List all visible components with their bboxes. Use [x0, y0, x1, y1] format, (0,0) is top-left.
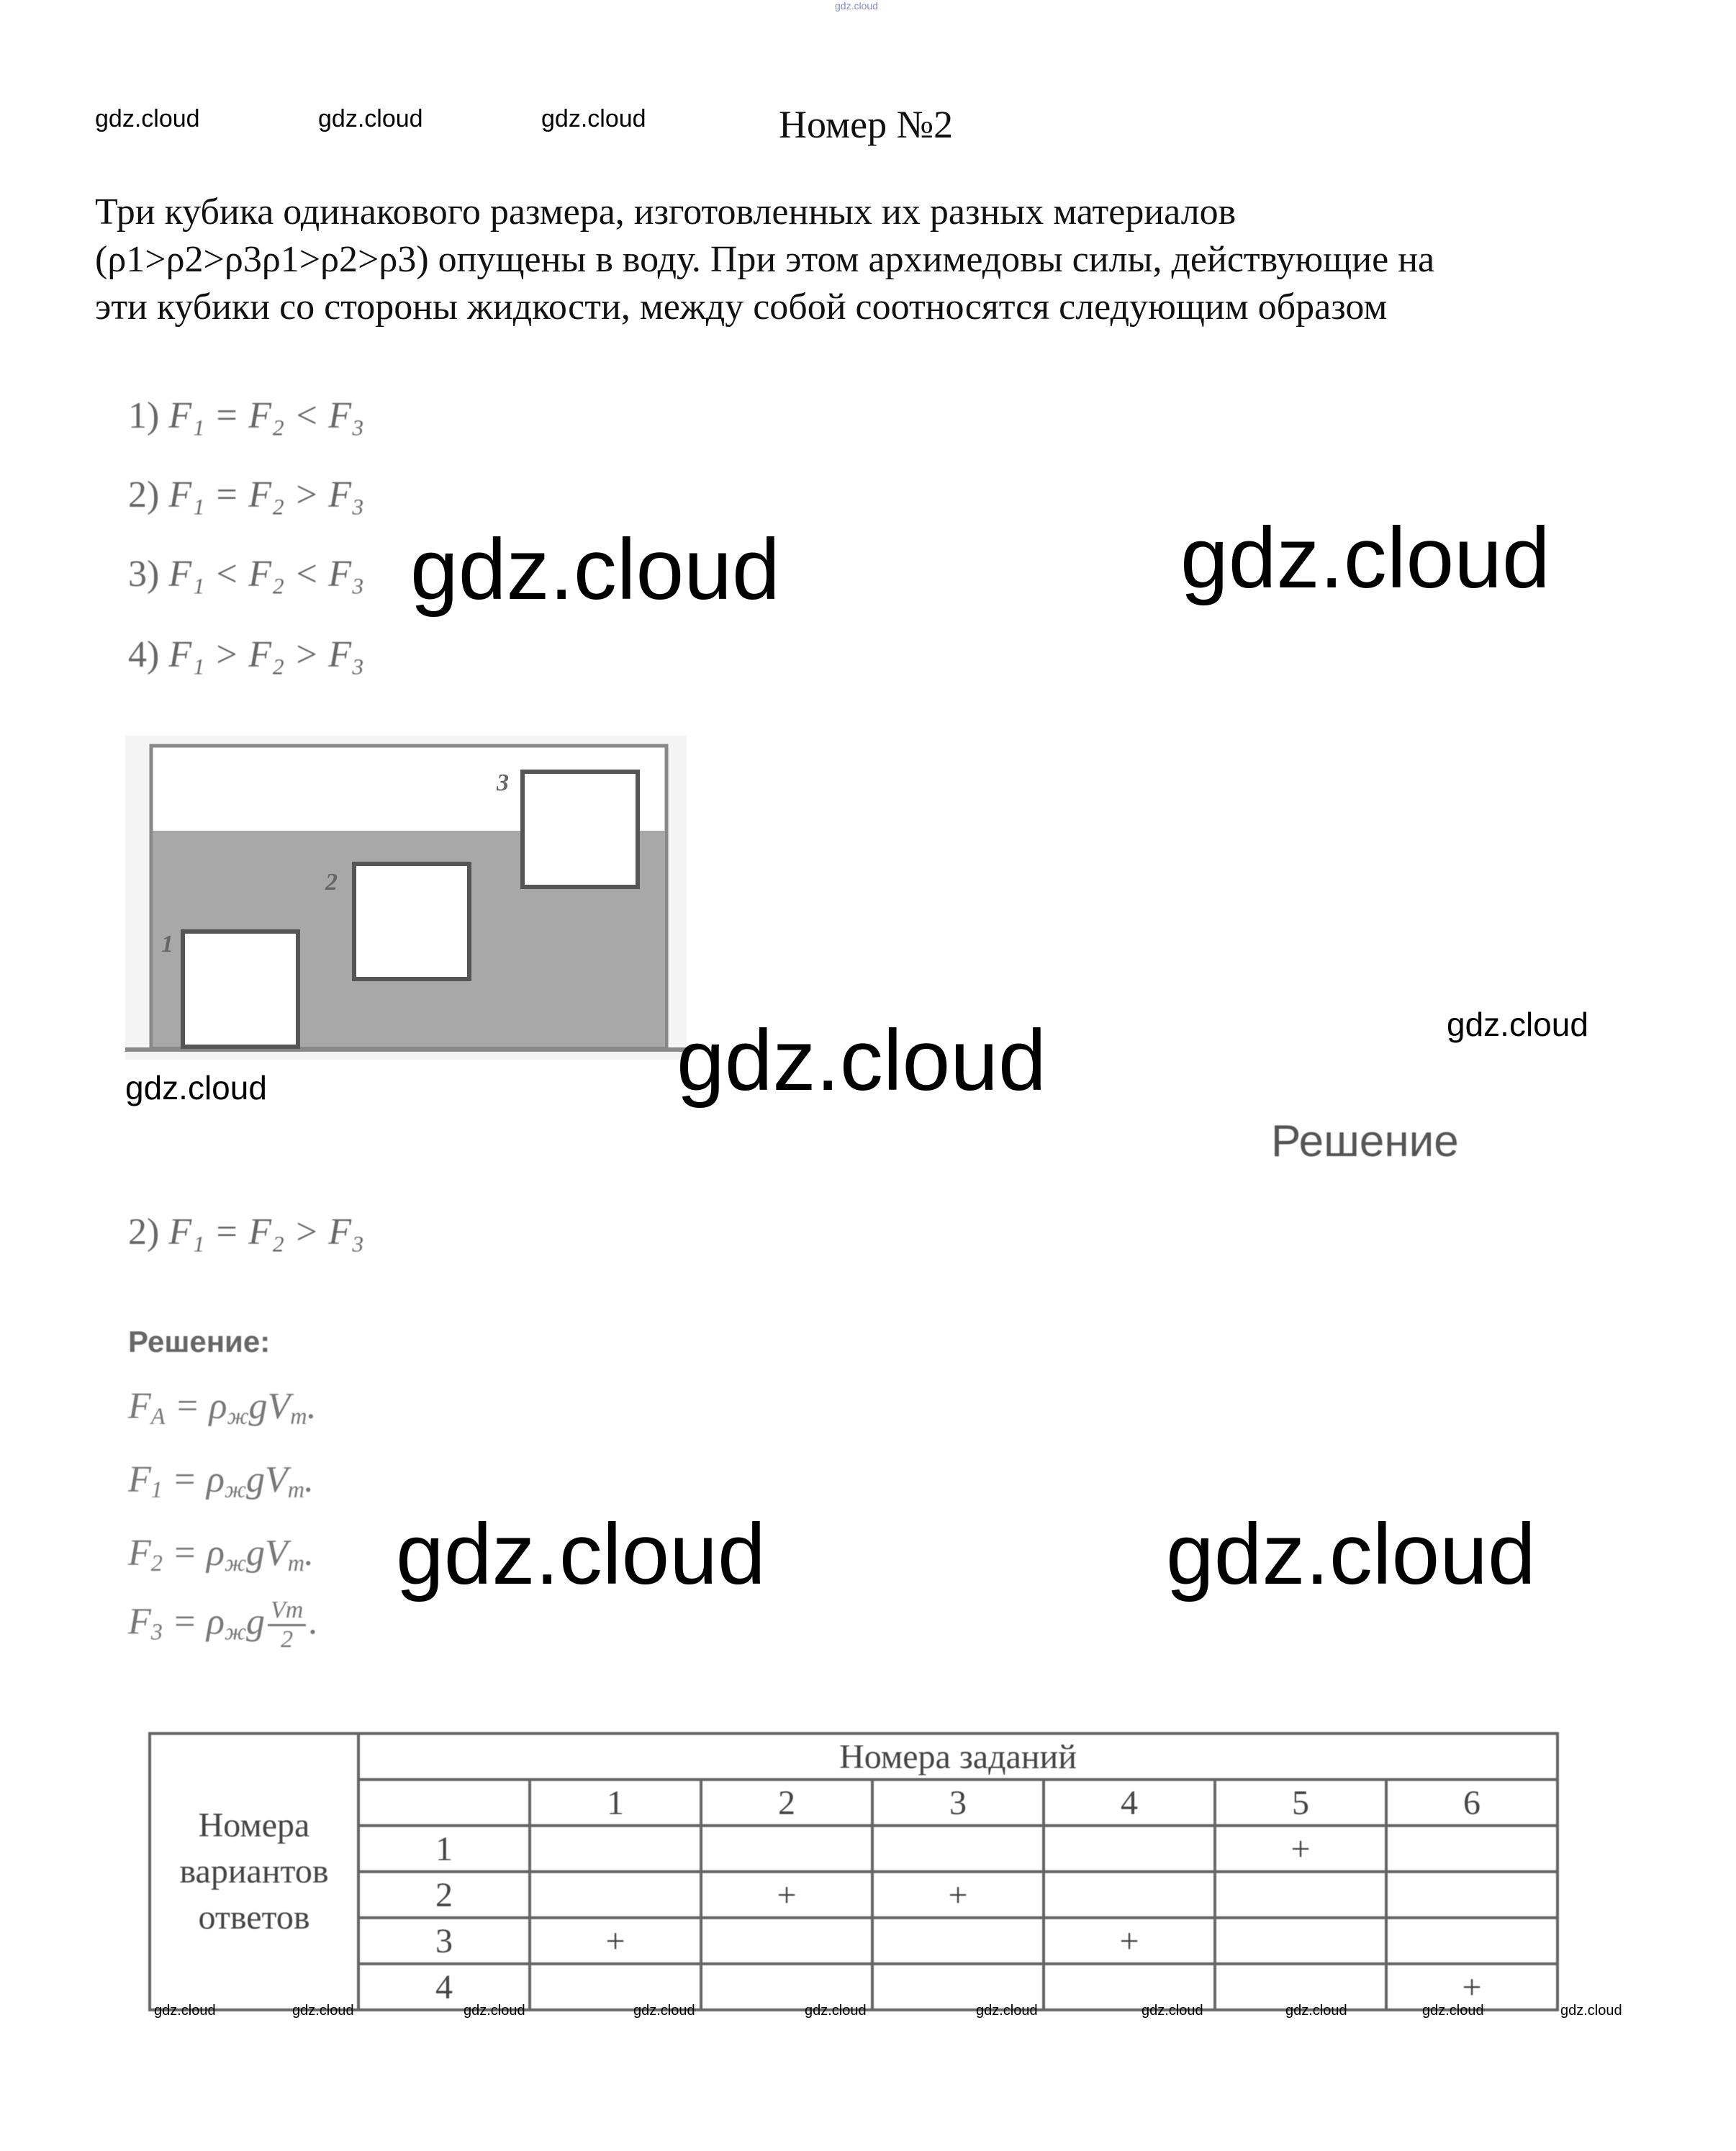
- table-cell: [701, 1826, 872, 1872]
- problem-line-1: Три кубика одинакового размера, изготовленных их разных материалов: [95, 191, 1237, 233]
- table-row: [150, 1826, 1558, 1872]
- formula-2-lhs: F: [128, 1533, 151, 1574]
- table-cell: +: [530, 1918, 701, 1964]
- formula-0-end: .: [307, 1386, 317, 1427]
- row-label: 3: [358, 1918, 530, 1964]
- watermark-top: gdz.cloud: [835, 0, 878, 12]
- table-cell: [872, 1918, 1044, 1964]
- watermark-bottom-5: gdz.cloud: [805, 2003, 867, 2019]
- option-4-number: 4): [128, 634, 160, 675]
- watermark-bottom-10: gdz.cloud: [1560, 2003, 1622, 2019]
- formula-2-lsub: 2: [150, 1550, 163, 1577]
- table-cell: [872, 1826, 1044, 1872]
- row-label: 4: [358, 1964, 530, 2010]
- formula-2-gv: gV: [245, 1533, 288, 1574]
- option-2: [128, 474, 364, 516]
- table-row: [150, 1918, 1558, 1964]
- watermark-header-3: gdz.cloud: [541, 105, 646, 132]
- formula-0-rho-sub: ж: [227, 1403, 249, 1430]
- cube-2: [354, 864, 469, 979]
- table-cell: +: [1386, 1964, 1558, 2010]
- row-header-line-3: ответов: [198, 1898, 310, 1936]
- column-header: 1: [530, 1780, 701, 1826]
- watermark-large-5: gdz.cloud: [1166, 1506, 1536, 1602]
- table-cell: [1386, 1872, 1558, 1918]
- page-title: Номер №2: [779, 103, 954, 146]
- column-header: 2: [701, 1780, 872, 1826]
- formula-1-lhs: F: [128, 1459, 151, 1500]
- answer-expr: F₁ = F₂ > F₃: [168, 1212, 365, 1253]
- table-cell: [1215, 1872, 1386, 1918]
- row-label: 2: [358, 1872, 530, 1918]
- corner-cell: [358, 1780, 530, 1826]
- formula-3-rho: = ρ: [171, 1601, 225, 1643]
- option-1: [128, 394, 364, 437]
- cube-3-label: 3: [497, 770, 509, 796]
- watermark-bottom-3: gdz.cloud: [464, 2003, 525, 2019]
- option-3: [128, 553, 364, 595]
- answer-table: [148, 1732, 1559, 2011]
- option-2-number: 2): [128, 474, 160, 515]
- table-cell: +: [701, 1872, 872, 1918]
- formula-3-frac-num: Vт: [268, 1597, 306, 1626]
- cube-1: [183, 932, 298, 1047]
- formula-0-gv: gV: [248, 1386, 291, 1427]
- formula-1-lsub: 1: [150, 1476, 163, 1503]
- table-cell: +: [1215, 1826, 1386, 1872]
- option-1-expr: F₁ = F₂ < F₃: [168, 395, 365, 436]
- table-row: [150, 1872, 1558, 1918]
- row-header-cell: [150, 1733, 358, 2010]
- formula-3-fraction: [268, 1597, 306, 1654]
- formula-1-rho-sub: ж: [224, 1476, 246, 1503]
- watermark-header-2: gdz.cloud: [318, 105, 423, 132]
- watermark-bottom-8: gdz.cloud: [1285, 2003, 1347, 2019]
- problem-line-2: (ρ1>ρ2>ρ3ρ1>ρ2>ρ3) опущены в воду. При этом архимедовы силы, действующие на: [95, 239, 1435, 280]
- option-3-number: 3): [128, 554, 160, 595]
- option-2-expr: F₁ = F₂ > F₃: [168, 474, 365, 515]
- formula-1-rho: = ρ: [171, 1459, 225, 1500]
- formula-0-lsub: А: [150, 1403, 166, 1430]
- table-cell: [530, 1872, 701, 1918]
- formula-3-g: g: [245, 1601, 265, 1643]
- option-4: [128, 633, 364, 676]
- column-header: 3: [872, 1780, 1044, 1826]
- table-cell: [701, 1918, 872, 1964]
- formula-3-end: .: [309, 1601, 319, 1643]
- solution-heading-right: Решение: [1271, 1117, 1459, 1166]
- row-label: 1: [358, 1826, 530, 1872]
- watermark-large-4: gdz.cloud: [396, 1506, 766, 1602]
- formula-f2: [128, 1532, 314, 1577]
- watermark-large-3: gdz.cloud: [677, 1012, 1046, 1109]
- formula-2-rho-sub: ж: [224, 1550, 246, 1577]
- watermark-large-2: gdz.cloud: [1180, 510, 1550, 606]
- watermark-bottom-6: gdz.cloud: [976, 2003, 1038, 2019]
- solution-heading-left: Решение:: [128, 1325, 271, 1358]
- watermark-bottom-1: gdz.cloud: [154, 2003, 216, 2019]
- option-3-expr: F₁ < F₂ < F₃: [168, 554, 365, 595]
- problem-line-3: эти кубики со стороны жидкости, между собой соотносятся следующим образом: [95, 287, 1388, 328]
- formula-2-rho: = ρ: [171, 1533, 225, 1574]
- formula-3-lsub: 3: [150, 1618, 163, 1645]
- watermark-bottom-9: gdz.cloud: [1422, 2003, 1484, 2019]
- table-cell: [1386, 1918, 1558, 1964]
- watermark-medium-1: gdz.cloud: [1447, 1006, 1588, 1043]
- watermark-medium-2: gdz.cloud: [125, 1069, 267, 1106]
- table-cell: [530, 1826, 701, 1872]
- formula-1-gv: gV: [245, 1459, 288, 1500]
- table-cell: [1386, 1826, 1558, 1872]
- formula-archimedes: [128, 1385, 317, 1430]
- formula-2-v-sub: т: [287, 1550, 304, 1577]
- option-4-expr: F₁ > F₂ > F₃: [168, 634, 365, 675]
- answer-number: 2): [128, 1212, 160, 1253]
- option-1-number: 1): [128, 395, 160, 436]
- watermark-bottom-2: gdz.cloud: [292, 2003, 354, 2019]
- formula-f3: [128, 1597, 318, 1654]
- answer-line: [128, 1211, 364, 1253]
- cube-1-label: 1: [161, 931, 173, 957]
- formula-2-end: .: [304, 1533, 314, 1574]
- formula-3-rho-sub: ж: [224, 1618, 246, 1645]
- watermark-bottom-4: gdz.cloud: [633, 2003, 695, 2019]
- table-cell: [1044, 1872, 1215, 1918]
- row-header-line-2: вариантов: [179, 1852, 329, 1890]
- column-header: 6: [1386, 1780, 1558, 1826]
- table-cell: [1044, 1826, 1215, 1872]
- table-cell: +: [1044, 1918, 1215, 1964]
- formula-3-lhs: F: [128, 1601, 151, 1643]
- row-header-line-1: Номера: [198, 1806, 310, 1844]
- formula-f1: [128, 1458, 314, 1503]
- formula-1-v-sub: т: [287, 1476, 304, 1503]
- cube-3: [523, 772, 638, 887]
- table-cell: +: [872, 1872, 1044, 1918]
- cube-2-label: 2: [325, 869, 338, 896]
- formula-1-end: .: [304, 1459, 314, 1500]
- table-cell: [1215, 1918, 1386, 1964]
- watermark-header-1: gdz.cloud: [95, 105, 200, 132]
- formula-0-rho: = ρ: [174, 1386, 227, 1427]
- column-header: 4: [1044, 1780, 1215, 1826]
- formula-0-lhs: F: [128, 1386, 151, 1427]
- formula-3-frac-den: 2: [281, 1626, 294, 1653]
- formula-0-v-sub: т: [290, 1403, 307, 1430]
- problem-text: [95, 189, 1678, 331]
- table-title: Номера заданий: [358, 1733, 1558, 1780]
- column-header: 5: [1215, 1780, 1386, 1826]
- watermark-bottom-7: gdz.cloud: [1141, 2003, 1203, 2019]
- watermark-large-1: gdz.cloud: [410, 521, 780, 618]
- cubes-in-water-figure: [125, 736, 687, 1060]
